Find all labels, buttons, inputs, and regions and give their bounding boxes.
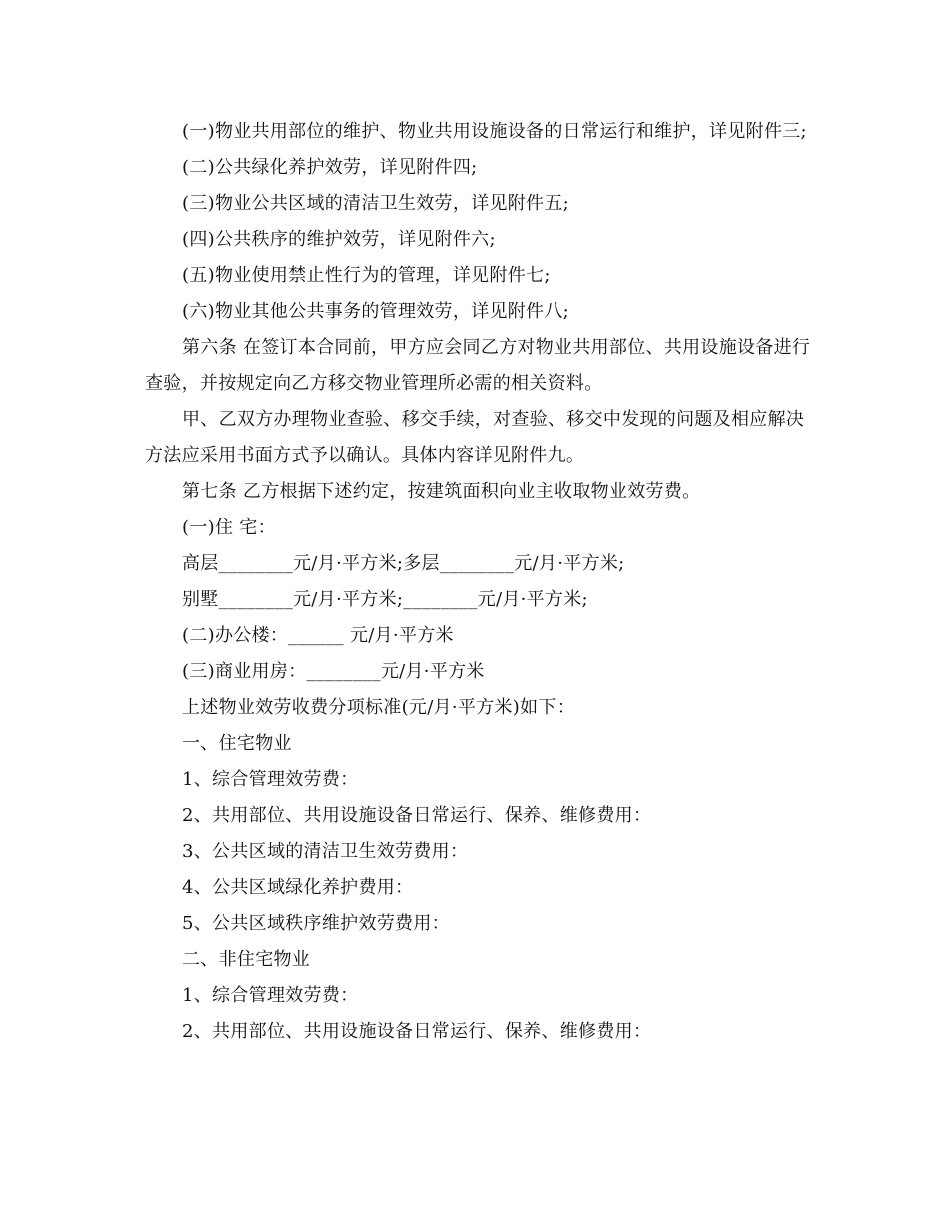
paragraph-article-7: 第七条 乙方根据下述约定，按建筑面积向业主收取物业效劳费。 xyxy=(182,481,701,502)
paragraph-duty-2: (二)公共绿化养护效劳，详见附件四; xyxy=(182,157,478,178)
paragraph-fee-high-multi: 高层________元/月·平方米;多层________元/月·平方米; xyxy=(182,553,625,574)
paragraph-article-6: 第六条 在签订本合同前，甲方应会同乙方对物业共用部位、共用设施设备进行查验，并按规定向乙方移交物业管理所必需的相关资料。 xyxy=(145,337,811,394)
list-item: 1、综合管理效劳费： xyxy=(182,985,359,1006)
paragraph-duty-5: (五)物业使用禁止性行为的管理，详见附件七; xyxy=(182,265,551,286)
paragraph-fee-villa: 别墅________元/月·平方米;________元/月·平方米; xyxy=(182,589,588,610)
paragraph-duty-1: (一)物业共用部位的维护、物业共用设施设备的日常运行和维护，详见附件三; xyxy=(182,121,807,142)
document-body xyxy=(145,114,815,1050)
paragraph-duty-3: (三)物业公共区域的清洁卫生效劳，详见附件五; xyxy=(182,193,570,214)
list-item: 2、共用部位、共用设施设备日常运行、保养、维修费用： xyxy=(182,805,652,826)
list-item: 3、公共区域的清洁卫生效劳费用： xyxy=(182,841,469,862)
paragraph-duty-6: (六)物业其他公共事务的管理效劳，详见附件八; xyxy=(182,301,570,322)
list-item: 1、综合管理效劳费： xyxy=(182,769,359,790)
paragraph-fee-commercial: (三)商业用房：________元/月·平方米 xyxy=(182,661,485,682)
paragraph-section-non-residential: 二、非住宅物业 xyxy=(182,949,311,970)
paragraph-fee-breakdown-intro: 上述物业效劳收费分项标准(元/月·平方米)如下： xyxy=(182,697,576,718)
paragraph-fee-office: (二)办公楼：______ 元/月·平方米 xyxy=(182,625,454,646)
list-item: 2、共用部位、共用设施设备日常运行、保养、维修费用： xyxy=(182,1021,652,1042)
paragraph-section-residential: 一、住宅物业 xyxy=(182,733,292,754)
paragraph-duty-4: (四)公共秩序的维护效劳，详见附件六; xyxy=(182,229,496,250)
paragraph-residential-heading: (一)住 宅： xyxy=(182,517,276,538)
list-item: 4、公共区域绿化养护费用： xyxy=(182,877,414,898)
list-item: 5、公共区域秩序维护效劳费用： xyxy=(182,913,450,934)
paragraph-handover: 甲、乙双方办理物业查验、移交手续，对查验、移交中发现的问题及相应解决方法应采用书面方式予以确认。具体内容详见附件九。 xyxy=(145,409,805,466)
